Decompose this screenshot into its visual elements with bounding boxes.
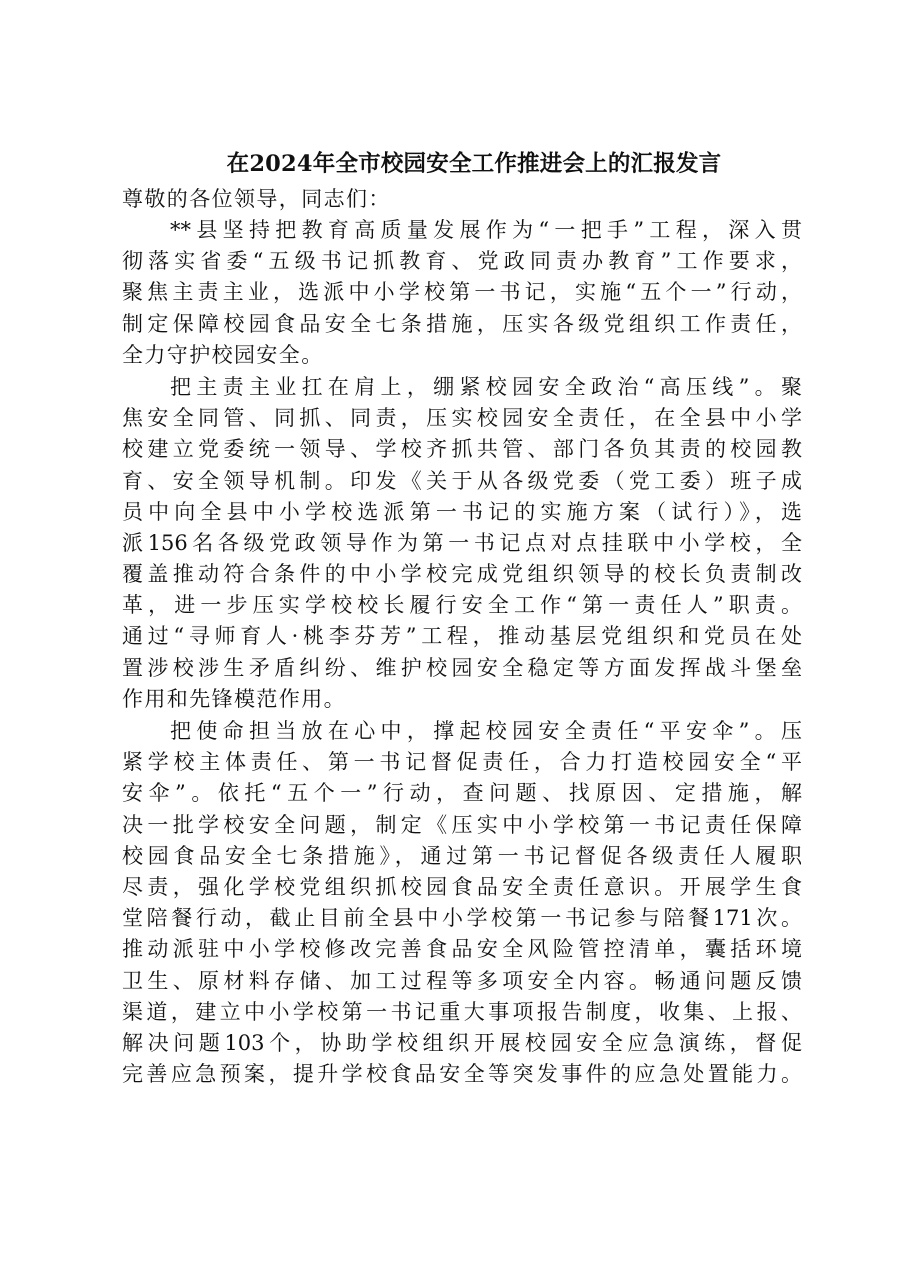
text-line: 通过“寻师育人·桃李芬芳”工程，推动基层党组织和党员在处 <box>122 624 802 649</box>
text-line: 校建立党委统一领导、学校齐抓共管、部门各负其责的校园教 <box>122 437 802 462</box>
text-line: 育、安全领导机制。印发《关于从各级党委（党工委）班子成 <box>122 468 802 493</box>
text-line: 紧学校主体责任、第一书记督促责任，合力打造校园安全“平 <box>122 750 802 775</box>
text-line: 彻落实省委“五级书记抓教育、党政同责办教育”工作要求， <box>122 249 802 274</box>
text-line: 决一批学校安全问题，制定《压实中小学校第一书记责任保障 <box>122 812 802 837</box>
text-line: 制定保障校园食品安全七条措施，压实各级党组织工作责任， <box>122 311 802 336</box>
text-line: 员中向全县中小学校选派第一书记的实施方案（试行）》，选 <box>122 499 802 524</box>
text-line: 作用和先锋模范作用。 <box>122 686 346 711</box>
salutation: 尊敬的各位领导，同志们： <box>122 187 391 211</box>
text-line: 派156名各级党政领导作为第一书记点对点挂联中小学校，全 <box>122 530 802 555</box>
text-line: 置涉校涉生矛盾纠纷、维护校园安全稳定等方面发挥战斗堡垒 <box>122 655 802 680</box>
text-line: 把使命担当放在心中，撑起校园安全责任“平安伞”。压 <box>170 719 802 743</box>
text-line: 安伞”。依托“五个一”行动，查问题、找原因、定措施，解 <box>122 781 802 806</box>
text-line: 聚焦主责主业，选派中小学校第一书记，实施“五个一”行动， <box>122 280 802 305</box>
text-line: 尽责，强化学校党组织抓校园食品安全责任意识。开展学生食 <box>122 874 802 899</box>
text-line: 完善应急预案，提升学校食品安全等突发事件的应急处置能力。 <box>122 1062 802 1087</box>
text-line: 全力守护校园安全。 <box>122 342 324 367</box>
text-line: 把主责主业扛在肩上，绷紧校园安全政治“高压线”。聚 <box>170 374 802 399</box>
text-line: **县坚持把教育高质量发展作为“一把手”工程，深入贯 <box>170 218 802 242</box>
document-title: 在2024年全市校园安全工作推进会上的汇报发言 <box>226 151 722 177</box>
text-line: 堂陪餐行动，截止目前全县中小学校第一书记参与陪餐171次。 <box>122 906 802 931</box>
text-line: 解决问题103个，协助学校组织开展校园安全应急演练，督促 <box>122 1030 802 1055</box>
text-line: 革，进一步压实学校校长履行安全工作“第一责任人”职责。 <box>122 593 802 618</box>
text-line: 校园食品安全七条措施》，通过第一书记督促各级责任人履职 <box>122 843 802 868</box>
text-line: 渠道，建立中小学校第一书记重大事项报告制度，收集、上报、 <box>122 999 802 1024</box>
paragraph-responsibility <box>122 372 802 715</box>
text-line: 推动派驻中小学校修改完善食品安全风险管控清单，囊括环境 <box>122 937 802 962</box>
text-line: 覆盖推动符合条件的中小学校完成党组织领导的校长负责制改 <box>122 562 802 587</box>
document-page <box>122 144 802 1090</box>
paragraph-intro <box>122 215 802 371</box>
text-line: 焦安全同管、同抓、同责，压实校园安全责任，在全县中小学 <box>122 406 802 431</box>
text-line: 卫生、原材料存储、加工过程等多项安全内容。畅通问题反馈 <box>122 968 802 993</box>
paragraph-mission <box>122 716 802 1090</box>
